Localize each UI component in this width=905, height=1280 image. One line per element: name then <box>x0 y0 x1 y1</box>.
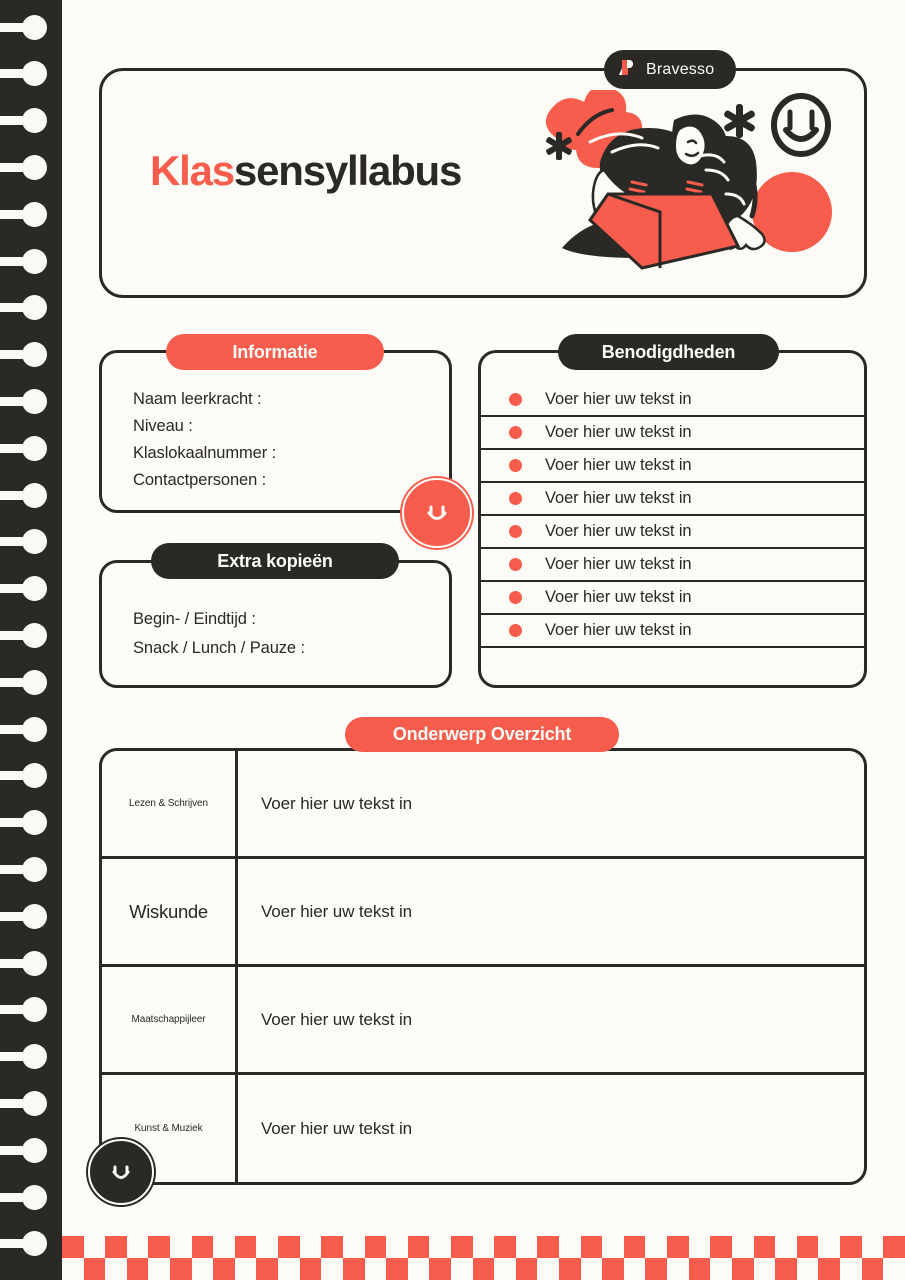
list-item[interactable] <box>481 516 864 549</box>
binder-ring <box>0 116 50 126</box>
supply-text: Voer hier uw tekst in <box>545 456 692 474</box>
checker-cell <box>581 1236 603 1258</box>
brand-badge[interactable] <box>604 50 736 89</box>
subject-overview-table <box>99 748 867 1185</box>
binder-ring <box>0 677 50 687</box>
list-item[interactable] <box>481 615 864 648</box>
checker-cell <box>105 1258 127 1280</box>
checker-cell <box>473 1236 495 1258</box>
checker-cell <box>710 1258 732 1280</box>
checker-cell <box>429 1258 451 1280</box>
binder-ring <box>0 1098 50 1108</box>
bullet-dot-icon <box>509 426 522 439</box>
info-field-label[interactable]: Niveau : <box>133 417 193 435</box>
bullet-dot-icon <box>509 393 522 406</box>
supply-text: Voer hier uw tekst in <box>545 423 692 441</box>
binder-ring <box>0 864 50 874</box>
checker-cell <box>516 1236 538 1258</box>
subject-value[interactable]: Voer hier uw tekst in <box>261 901 412 921</box>
checker-cell <box>192 1258 214 1280</box>
checker-cell <box>213 1236 235 1258</box>
checker-cell <box>256 1236 278 1258</box>
benodigdheden-panel <box>478 350 867 688</box>
table-row[interactable] <box>102 967 864 1075</box>
subject-value[interactable]: Voer hier uw tekst in <box>261 793 412 813</box>
smiley-outline-icon <box>774 96 828 154</box>
checker-cell <box>451 1258 473 1280</box>
binder-ring <box>0 911 50 921</box>
checker-cell <box>213 1258 235 1280</box>
checker-cell <box>494 1258 516 1280</box>
list-item[interactable] <box>481 582 864 615</box>
checker-cell <box>235 1258 257 1280</box>
checker-cell <box>408 1236 430 1258</box>
checker-cell <box>840 1236 862 1258</box>
checker-cell <box>710 1236 732 1258</box>
binder-ring <box>0 303 50 313</box>
list-item[interactable] <box>481 417 864 450</box>
checker-cell <box>732 1236 754 1258</box>
checker-cell <box>645 1236 667 1258</box>
checker-cell <box>365 1236 387 1258</box>
binder-ring <box>0 162 50 172</box>
checker-row <box>62 1236 905 1258</box>
subject-name: Kunst & Muziek <box>102 1075 238 1182</box>
bullet-dot-icon <box>509 459 522 472</box>
checker-cell <box>343 1258 365 1280</box>
person-in-box-illustration <box>520 90 840 275</box>
checker-cell <box>300 1236 322 1258</box>
binder-ring <box>0 1192 50 1202</box>
table-row[interactable] <box>102 751 864 859</box>
checker-cell <box>862 1258 884 1280</box>
checker-cell <box>689 1236 711 1258</box>
page-title <box>150 147 461 195</box>
binder-ring <box>0 490 50 500</box>
checker-cell <box>754 1236 776 1258</box>
extra-field-label[interactable]: Begin- / Eindtijd : <box>133 610 256 628</box>
checker-cell <box>451 1236 473 1258</box>
page-title-rest: sensyllabus <box>233 147 462 194</box>
checker-cell <box>256 1258 278 1280</box>
binder-ring <box>0 22 50 32</box>
checker-cell <box>516 1258 538 1280</box>
bullet-dot-icon <box>509 492 522 505</box>
checker-cell <box>602 1236 624 1258</box>
informatie-header-pill: Informatie <box>166 334 384 370</box>
onderwerp-overzicht-header-pill: Onderwerp Overzicht <box>345 717 619 752</box>
binder-ring <box>0 443 50 453</box>
checkerboard-border-icon <box>62 1236 905 1280</box>
checker-cell <box>818 1236 840 1258</box>
checker-cell <box>537 1258 559 1280</box>
page-title-accent: Klas <box>150 147 234 194</box>
supply-text: Voer hier uw tekst in <box>545 555 692 573</box>
checker-cell <box>170 1236 192 1258</box>
checker-cell <box>667 1236 689 1258</box>
bullet-dot-icon <box>509 558 522 571</box>
supply-text: Voer hier uw tekst in <box>545 522 692 540</box>
checker-cell <box>386 1236 408 1258</box>
binder-ring <box>0 958 50 968</box>
checker-cell <box>537 1236 559 1258</box>
bullet-dot-icon <box>509 525 522 538</box>
table-row[interactable] <box>102 859 864 967</box>
checker-cell <box>300 1258 322 1280</box>
extra-kopieen-field-list <box>133 605 305 663</box>
checker-cell <box>84 1258 106 1280</box>
list-item[interactable] <box>481 549 864 582</box>
checker-cell <box>62 1258 84 1280</box>
smiley-face-icon <box>88 1139 154 1205</box>
info-field-label[interactable]: Contactpersonen : <box>133 471 267 489</box>
bullet-dot-icon <box>509 624 522 637</box>
checker-cell <box>148 1258 170 1280</box>
info-field-label[interactable]: Klaslokaalnummer : <box>133 444 277 462</box>
binder-ring <box>0 69 50 79</box>
checker-cell <box>559 1258 581 1280</box>
supply-text: Voer hier uw tekst in <box>545 588 692 606</box>
checker-row <box>62 1258 905 1280</box>
checker-cell <box>624 1236 646 1258</box>
checker-cell <box>127 1236 149 1258</box>
binder-ring <box>0 1145 50 1155</box>
checker-cell <box>602 1258 624 1280</box>
checker-cell <box>775 1258 797 1280</box>
supply-text: Voer hier uw tekst in <box>545 390 692 408</box>
checker-cell <box>624 1258 646 1280</box>
binder-ring <box>0 1239 50 1249</box>
extra-field-label[interactable]: Snack / Lunch / Pauze : <box>133 639 305 657</box>
brand-name: Bravesso <box>646 60 715 78</box>
informatie-field-list <box>133 386 276 494</box>
binder-ring <box>0 1052 50 1062</box>
spiral-binding-icon <box>0 0 62 1280</box>
extra-kopieen-header-pill: Extra kopieën <box>151 543 399 579</box>
binder-ring <box>0 256 50 266</box>
checker-cell <box>84 1236 106 1258</box>
binder-ring <box>0 1005 50 1015</box>
checker-cell <box>818 1258 840 1280</box>
checker-cell <box>148 1236 170 1258</box>
checker-cell <box>321 1258 343 1280</box>
checker-cell <box>645 1258 667 1280</box>
smiley-face-icon <box>402 478 472 548</box>
checker-cell <box>429 1236 451 1258</box>
checker-cell <box>689 1258 711 1280</box>
checker-cell <box>365 1258 387 1280</box>
list-item[interactable] <box>481 483 864 516</box>
checker-cell <box>343 1236 365 1258</box>
binder-ring <box>0 537 50 547</box>
binder-ring <box>0 771 50 781</box>
checker-cell <box>278 1236 300 1258</box>
binder-ring <box>0 584 50 594</box>
checker-cell <box>862 1236 884 1258</box>
binder-ring <box>0 818 50 828</box>
subject-name: Maatschappijleer <box>102 967 238 1072</box>
checker-cell <box>775 1236 797 1258</box>
checker-cell <box>235 1236 257 1258</box>
extra-kopieen-panel <box>99 560 452 688</box>
informatie-panel <box>99 350 452 513</box>
checker-cell <box>581 1258 603 1280</box>
list-item[interactable] <box>481 384 864 417</box>
checker-cell <box>386 1258 408 1280</box>
checker-cell <box>840 1258 862 1280</box>
benodigdheden-list <box>481 384 864 648</box>
table-row[interactable] <box>102 1075 864 1182</box>
subject-value[interactable]: Voer hier uw tekst in <box>261 1009 412 1029</box>
checker-cell <box>797 1236 819 1258</box>
checker-cell <box>278 1258 300 1280</box>
subject-name: Wiskunde <box>102 859 238 964</box>
checker-cell <box>754 1258 776 1280</box>
binder-ring <box>0 630 50 640</box>
checker-cell <box>170 1258 192 1280</box>
binder-ring <box>0 724 50 734</box>
checker-cell <box>559 1236 581 1258</box>
info-field-label[interactable]: Naam leerkracht : <box>133 390 262 408</box>
list-item[interactable] <box>481 450 864 483</box>
binder-ring <box>0 209 50 219</box>
checker-cell <box>797 1258 819 1280</box>
supply-text: Voer hier uw tekst in <box>545 489 692 507</box>
checker-cell <box>192 1236 214 1258</box>
checker-cell <box>732 1258 754 1280</box>
checker-cell <box>883 1236 905 1258</box>
benodigdheden-header-pill: Benodigdheden <box>558 334 779 370</box>
subject-name: Lezen & Schrijven <box>102 751 238 856</box>
checker-cell <box>105 1236 127 1258</box>
supply-text: Voer hier uw tekst in <box>545 621 692 639</box>
subject-value[interactable]: Voer hier uw tekst in <box>261 1118 412 1138</box>
checker-cell <box>408 1258 430 1280</box>
checker-cell <box>473 1258 495 1280</box>
checker-cell <box>883 1258 905 1280</box>
checker-cell <box>62 1236 84 1258</box>
binder-ring <box>0 350 50 360</box>
bullet-dot-icon <box>509 591 522 604</box>
bravesso-logo-icon <box>618 58 637 82</box>
checker-cell <box>127 1258 149 1280</box>
checker-cell <box>494 1236 516 1258</box>
checker-cell <box>321 1236 343 1258</box>
checker-cell <box>667 1258 689 1280</box>
binder-ring <box>0 396 50 406</box>
